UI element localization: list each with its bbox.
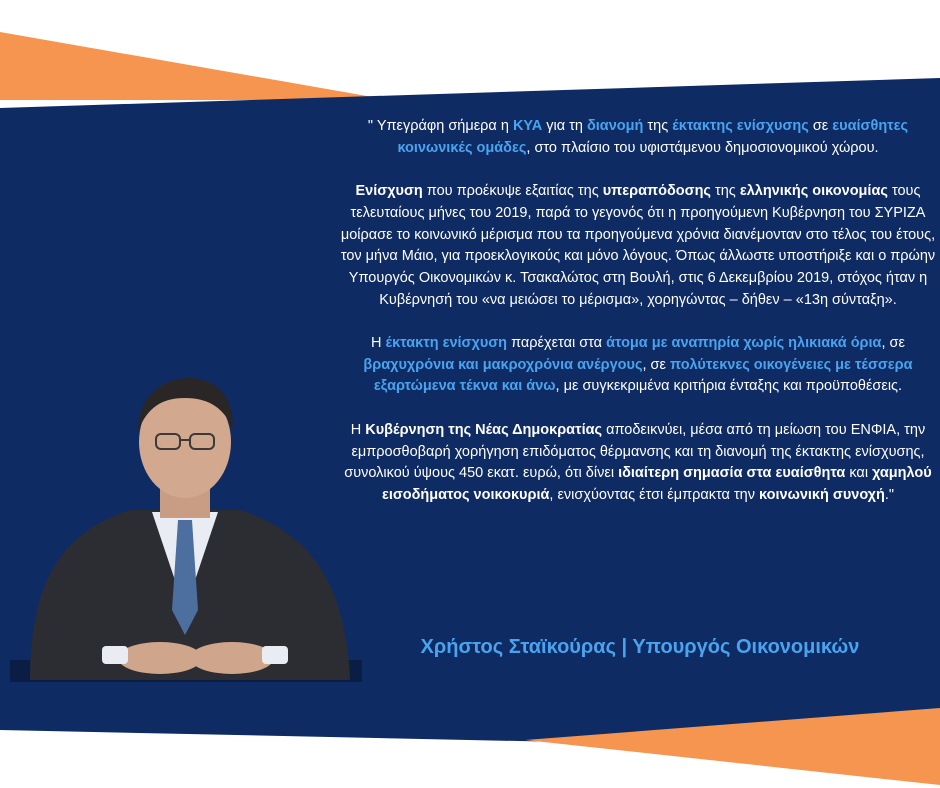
bold-text: Κυβέρνηση της Νέας Δημοκρατίας — [365, 421, 603, 438]
quote-paragraph-1: " Υπεγράφη σήμερα η ΚΥΑ για τη διανομή της έκτακτης ενίσχυσης σε ευαίσθητες κοινωνικές ομάδες, στο πλαίσιο του υφιστάμενου δημοσιονομικού χώρου. — [367, 118, 909, 156]
orange-top-stripe — [0, 32, 390, 100]
highlight: βραχυχρόνια και μακροχρόνια ανέργους — [363, 356, 643, 373]
portrait-photo — [10, 360, 362, 682]
bold-text: ελληνικής οικονομίας — [739, 183, 888, 200]
highlight: έκτακτης ενίσχυσης — [672, 118, 809, 134]
quote-paragraph-4: Η Κυβέρνηση της Νέας Δημοκρατίας αποδεικνύει, μέσα από τη μείωση του ΕΝΦΙΑ, την εμπροσθοβαρή χορήγηση επιδόματος θέρμανσης και τη διανομή της έκτακτης ενίσχυσης, συνολικού ύψους 450 εκατ. ευρώ, ότι δίνει ιδιαίτερη σημασία στα ευαίσθητα και χαμηλού εισοδήματος νοικοκυριά, ενισχύοντας έτσι έμπρακτα την κοινωνική συνοχή." — [344, 421, 932, 503]
quote-text — [336, 116, 940, 507]
highlight: πολύτεκνες οικογένειες με τέσσερα εξαρτώμενα τέκνα και άνω — [373, 356, 913, 395]
bold-text: χαμηλού εισοδήματος νοικοκυριά — [381, 465, 932, 503]
bold-text: ιδιαίτερη σημασία στα ευαίσθητα — [618, 465, 846, 482]
highlight: ευαίσθητες κοινωνικές ομάδες — [397, 118, 909, 156]
signature: Χρήστος Σταϊκούρας | Υπουργός Οικονομικών — [420, 636, 860, 658]
highlight: ΚΥΑ — [512, 118, 543, 134]
highlight: άτομα με αναπηρία χωρίς ηλικιακά όρια — [606, 335, 882, 351]
bold-text: Ενίσχυση — [355, 183, 423, 200]
quote-paragraph-3: Η έκτακτη ενίσχυση παρέχεται στα άτομα με αναπηρία χωρίς ηλικιακά όρια, σε βραχυχρόνια και μακροχρόνια ανέργους, σε πολύτεκνες οικογένειες με τέσσερα εξαρτώμενα τέκνα και άνω, με συγκεκριμένα κριτήρια ένταξης και προϋποθέσεις. — [363, 335, 913, 395]
bold-text: κοινωνική συνοχή — [759, 486, 885, 503]
highlight: διανομή — [586, 118, 644, 134]
highlight: έκτακτη ενίσχυση — [385, 335, 508, 351]
bold-text: υπεραπόδοσης — [602, 183, 711, 200]
quote-paragraph-2: Ενίσχυση που προέκυψε εξαιτίας της υπεραπόδοσης της ελληνικής οικονομίας τους τελευταίους μήνες του 2019, παρά το γεγονός ότι η προηγούμενη Κυβέρνηση του ΣΥΡΙΖΑ μοίρασε το κοινωνικό μέρισμα που τα προηγούμενα χρόνια διανέμονταν στο τέλος του έτους, τον μήνα Μάιο, για προεκλογικούς και μόνο λόγους. Όπως άλλωστε υποστήριξε και ο πρώην Υπουργός Οικονομικών κ. Τσακαλώτος στη Βουλή, στις 6 Δεκεμβρίου 2019, στόχος ήταν η Κυβέρνησή του «να μειώσει το μέρισμα», χορηγώντας – δήθεν – «13η σύνταξη». — [340, 183, 936, 308]
